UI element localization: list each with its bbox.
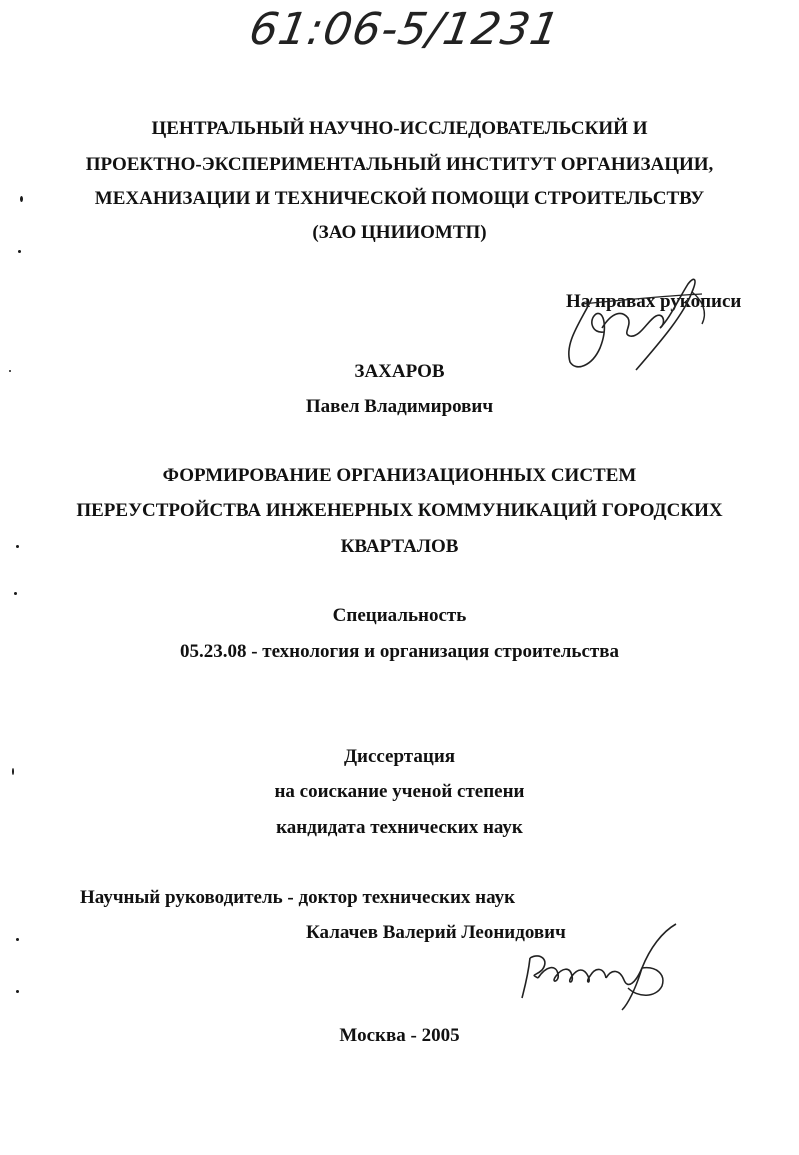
author-given-names: Павел Владимирович [305, 396, 494, 417]
supervisor-signature [516, 918, 686, 1013]
degree-line-2: на соискание ученой степени [274, 781, 525, 802]
scan-speck [16, 545, 19, 548]
scan-speck [9, 370, 11, 372]
scan-speck [16, 938, 19, 941]
city-year: Москва - 2005 [339, 1025, 460, 1046]
scan-speck [12, 768, 14, 775]
manuscript-rights-note: На правах рукописи [566, 291, 742, 312]
specialty-value: 05.23.08 - технология и организация строительства [179, 641, 620, 662]
supervisor-label: Научный руководитель - доктор технических наук [80, 887, 516, 908]
specialty-label: Специальность [332, 605, 467, 626]
scan-speck [20, 196, 23, 202]
institution-line-1: ЦЕНТРАЛЬНЫЙ НАУЧНО-ИССЛЕДОВАТЕЛЬСКИЙ И [151, 118, 648, 139]
institution-line-3: МЕХАНИЗАЦИИ И ТЕХНИЧЕСКОЙ ПОМОЩИ СТРОИТЕЛЬСТВУ [94, 188, 705, 209]
supervisor-name: Калачев Валерий Леонидович [306, 922, 566, 943]
author-surname: ЗАХАРОВ [354, 361, 445, 382]
degree-line-3: кандидата технических наук [276, 817, 523, 838]
scan-speck [16, 990, 19, 993]
degree-line-1: Диссертация [343, 746, 456, 767]
archive-number: 61:06-5/1231 [245, 4, 564, 55]
title-line-1: ФОРМИРОВАНИЕ ОРГАНИЗАЦИОННЫХ СИСТЕМ [162, 465, 637, 486]
title-line-2: ПЕРЕУСТРОЙСТВА ИНЖЕНЕРНЫХ КОММУНИКАЦИЙ ГОРОДСКИХ [76, 500, 723, 521]
institution-abbreviation: (ЗАО ЦНИИОМТП) [312, 222, 487, 243]
scan-speck [18, 250, 21, 253]
scan-speck [14, 592, 17, 595]
institution-line-2: ПРОЕКТНО-ЭКСПЕРИМЕНТАЛЬНЫЙ ИНСТИТУТ ОРГАНИЗАЦИИ, [85, 154, 714, 175]
title-line-3: КВАРТАЛОВ [340, 536, 459, 557]
